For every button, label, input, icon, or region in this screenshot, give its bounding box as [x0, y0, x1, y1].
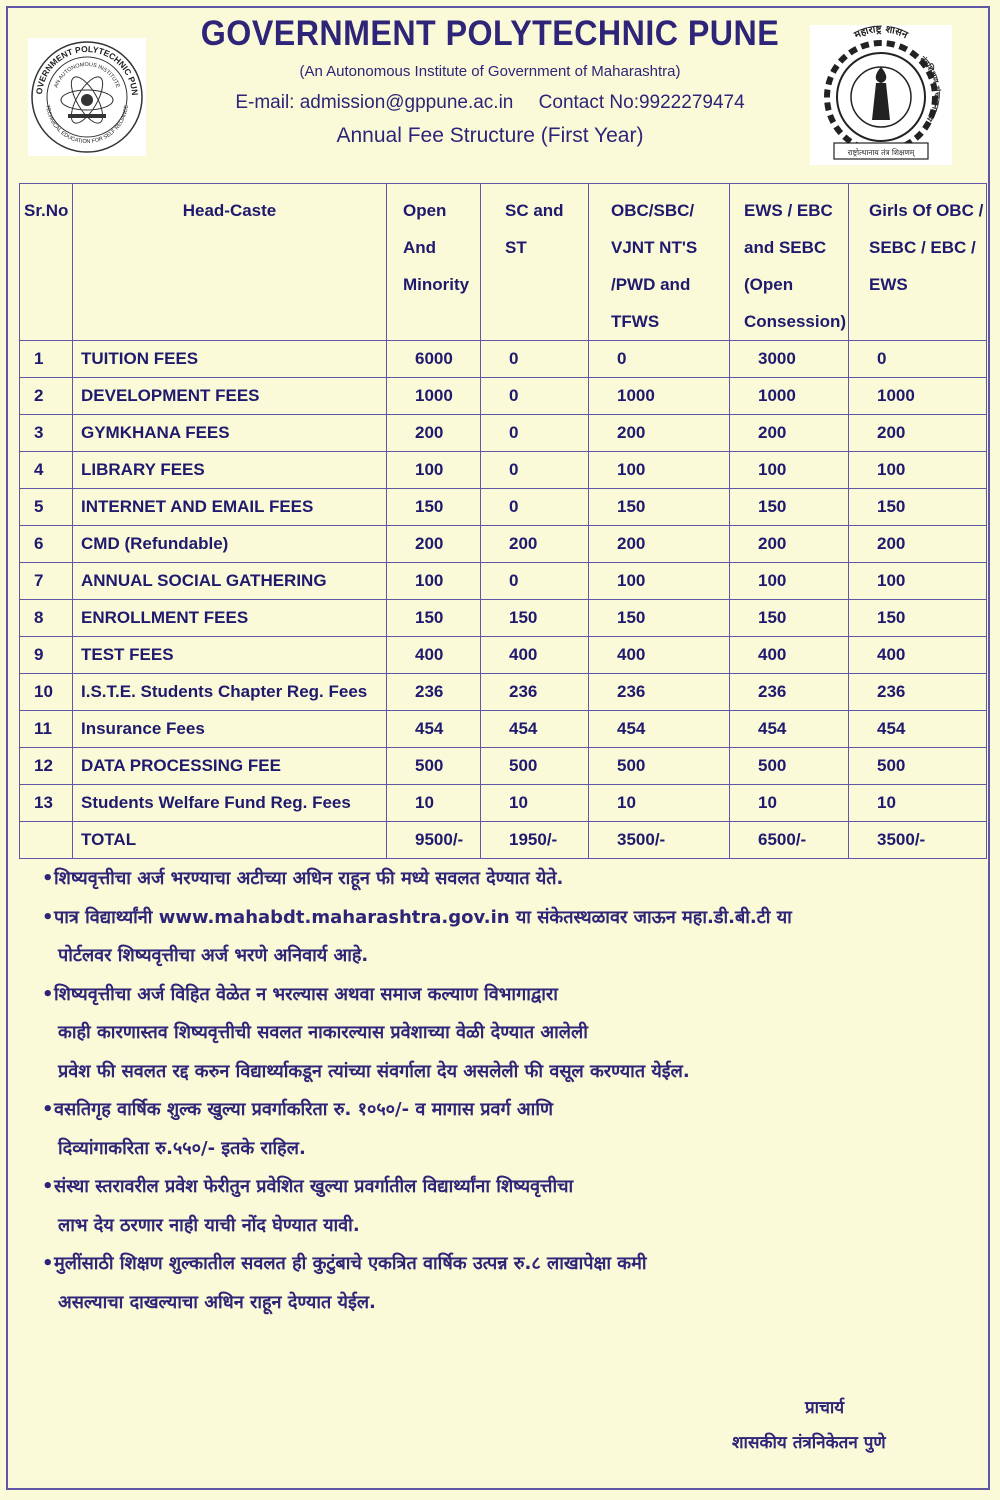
obc-cell: 10 [589, 785, 730, 822]
note-item [42, 1245, 972, 1322]
contact-number: Contact No:9922279474 [538, 92, 745, 113]
girls-cell: 100 [849, 452, 987, 489]
institute-subtitle: (An Autonomous Institute of Government of Maharashtra) [299, 63, 681, 80]
sc-st-cell: 0 [481, 452, 589, 489]
obc-cell: 150 [589, 489, 730, 526]
fee-head-cell: ENROLLMENT FEES [73, 600, 387, 637]
sr-cell: 1 [20, 341, 73, 378]
open-minority-cell: 454 [387, 711, 481, 748]
sr-cell: 11 [20, 711, 73, 748]
girls-cell: 200 [849, 526, 987, 563]
note-line: संस्था स्तरावरील प्रवेश फेरीतुन प्रवेशित खुल्या प्रवर्गातील विद्यार्थ्यांना शिष्यवृत्तीचा [54, 1176, 574, 1197]
note-line: शिष्यवृत्तीचा अर्ज विहित वेळेत न भरल्यास अथवा समाज कल्याण विभागाद्वारा [54, 983, 558, 1005]
sc-st-cell: 150 [481, 600, 589, 637]
open-minority-cell: 9500/- [387, 822, 481, 859]
girls-cell: 454 [849, 711, 987, 748]
fee-head-cell: CMD (Refundable) [73, 526, 387, 563]
obc-cell: 150 [589, 600, 730, 637]
institute-name-marathi: शासकीय तंत्रनिकेतन पुणे [732, 1433, 886, 1453]
open-minority-cell: 400 [387, 637, 481, 674]
open-minority-cell: 100 [387, 563, 481, 600]
fee-head-cell: ANNUAL SOCIAL GATHERING [73, 563, 387, 600]
obc-cell: 100 [589, 563, 730, 600]
ews-cell: 10 [730, 785, 849, 822]
sc-st-cell: 0 [481, 489, 589, 526]
header-girls: Girls Of OBC / SEBC / EBC / EWS [849, 184, 987, 341]
obc-cell: 454 [589, 711, 730, 748]
header-sc-st: SC and ST [481, 184, 589, 341]
bullet-icon: • [42, 1176, 54, 1197]
ews-cell: 200 [730, 415, 849, 452]
contact-line [150, 92, 830, 114]
open-minority-cell: 10 [387, 785, 481, 822]
obc-cell: 100 [589, 452, 730, 489]
fee-head-cell: LIBRARY FEES [73, 452, 387, 489]
table-row [20, 489, 987, 526]
sc-st-cell: 1950/- [481, 822, 589, 859]
header-ews-ebc: EWS / EBC and SEBC (Open Consession) [730, 184, 849, 341]
ews-cell: 454 [730, 711, 849, 748]
sc-st-cell: 0 [481, 378, 589, 415]
sc-st-cell: 0 [481, 563, 589, 600]
email-text: E-mail: admission@gppune.ac.in [235, 92, 514, 113]
bullet-icon: • [42, 868, 54, 889]
header-obc-sbc: OBC/SBC/ VJNT NT'S /PWD and TFWS [589, 184, 730, 341]
bullet-icon: • [42, 983, 54, 1005]
sr-cell: 7 [20, 563, 73, 600]
girls-cell: 200 [849, 415, 987, 452]
ews-cell: 1000 [730, 378, 849, 415]
header-sr-no: Sr.No [20, 184, 73, 341]
obc-cell: 200 [589, 526, 730, 563]
table-row [20, 341, 987, 378]
institute-logo [28, 38, 146, 156]
open-minority-cell: 6000 [387, 341, 481, 378]
open-minority-cell: 200 [387, 526, 481, 563]
note-item [42, 860, 972, 899]
girls-cell: 400 [849, 637, 987, 674]
table-row [20, 600, 987, 637]
table-header-row [20, 184, 987, 341]
bullet-icon: • [42, 1099, 54, 1120]
girls-cell: 236 [849, 674, 987, 711]
directorate-emblem [810, 25, 952, 165]
open-minority-cell: 500 [387, 748, 481, 785]
fee-head-cell: I.S.T.E. Students Chapter Reg. Fees [73, 674, 387, 711]
table-row [20, 711, 987, 748]
ews-cell: 6500/- [730, 822, 849, 859]
sc-st-cell: 236 [481, 674, 589, 711]
note-line: पोर्टलवर शिष्यवृत्तीचा अर्ज भरणे अनिवार्य आहे. [58, 945, 369, 966]
table-row [20, 637, 987, 674]
emblem-side-text: तंत्रशिक्षण संचालनालय [918, 54, 942, 123]
table-row [20, 563, 987, 600]
sc-st-cell: 0 [481, 415, 589, 452]
sc-st-cell: 0 [481, 341, 589, 378]
note-item [42, 976, 972, 1092]
obc-cell: 1000 [589, 378, 730, 415]
sr-cell: 6 [20, 526, 73, 563]
open-minority-cell: 150 [387, 489, 481, 526]
sr-cell: 10 [20, 674, 73, 711]
girls-cell: 100 [849, 563, 987, 600]
note-line: वसतिगृह वार्षिक शुल्क खुल्या प्रवर्गाकरिता रु. १०५०/- व मागास प्रवर्ग आणि [54, 1099, 554, 1120]
obc-cell: 500 [589, 748, 730, 785]
sr-cell: 12 [20, 748, 73, 785]
fee-structure-title: Annual Fee Structure (First Year) [336, 124, 644, 147]
logo-ring-text: OVERNMENT POLYTECHNIC PUN [34, 43, 141, 96]
total-row [20, 822, 987, 859]
table-row [20, 415, 987, 452]
principal-designation: प्राचार्य [805, 1398, 845, 1418]
note-line: पात्र विद्यार्थ्यांनी www.mahabdt.maharashtra.gov.in या संकेतस्थळावर जाऊन महा.डी.बी.टी या [54, 906, 792, 928]
sr-cell: 9 [20, 637, 73, 674]
note-line: शिष्यवृत्तीचा अर्ज भरण्याचा अटीच्या अधिन राहून फी मध्ये सवलत देण्यात येते. [54, 868, 564, 889]
fee-table [19, 183, 987, 859]
ews-cell: 200 [730, 526, 849, 563]
girls-cell: 3500/- [849, 822, 987, 859]
ews-cell: 100 [730, 452, 849, 489]
bullet-icon: • [42, 1253, 54, 1274]
sr-cell [20, 822, 73, 859]
fee-head-cell: INTERNET AND EMAIL FEES [73, 489, 387, 526]
logo-bottom-text: TECHNICAL EDUCATION FOR SELF RELIANCE [44, 104, 130, 146]
note-line: दिव्यांगाकरिता रु.५५०/- इतके राहिल. [58, 1137, 306, 1159]
table-row [20, 785, 987, 822]
ews-cell: 150 [730, 600, 849, 637]
fee-head-cell: Students Welfare Fund Reg. Fees [73, 785, 387, 822]
fee-head-cell: GYMKHANA FEES [73, 415, 387, 452]
sr-cell: 4 [20, 452, 73, 489]
sc-st-cell: 400 [481, 637, 589, 674]
open-minority-cell: 236 [387, 674, 481, 711]
girls-cell: 500 [849, 748, 987, 785]
ews-cell: 3000 [730, 341, 849, 378]
emblem-motto: राष्ट्रोत्थानाय तंत्र शिक्षणम् [847, 148, 915, 157]
fee-head-cell: TUITION FEES [73, 341, 387, 378]
ews-cell: 500 [730, 748, 849, 785]
girls-cell: 1000 [849, 378, 987, 415]
note-item [42, 1168, 972, 1245]
girls-cell: 10 [849, 785, 987, 822]
ews-cell: 100 [730, 563, 849, 600]
sr-cell: 13 [20, 785, 73, 822]
ews-cell: 400 [730, 637, 849, 674]
fee-head-cell: DATA PROCESSING FEE [73, 748, 387, 785]
obc-cell: 3500/- [589, 822, 730, 859]
ews-cell: 150 [730, 489, 849, 526]
girls-cell: 150 [849, 600, 987, 637]
fee-head-cell: TEST FEES [73, 637, 387, 674]
open-minority-cell: 200 [387, 415, 481, 452]
obc-cell: 200 [589, 415, 730, 452]
table-row [20, 526, 987, 563]
note-line: काही कारणास्तव शिष्यवृत्तीची सवलत नाकारल्यास प्रवेशाच्या वेळी देण्यात आलेली [58, 1022, 588, 1043]
header-open-minority: Open And Minority [387, 184, 481, 341]
note-line: लाभ देय ठरणार नाही याची नोंद घेण्यात यावी. [58, 1214, 360, 1236]
table-row [20, 674, 987, 711]
open-minority-cell: 150 [387, 600, 481, 637]
header-head-caste: Head-Caste [73, 184, 387, 341]
obc-cell: 400 [589, 637, 730, 674]
fee-head-cell: DEVELOPMENT FEES [73, 378, 387, 415]
svg-text:महाराष्ट्र शासन [852, 25, 910, 42]
girls-cell: 150 [849, 489, 987, 526]
note-line: प्रवेश फी सवलत रद्द करुन विद्यार्थ्याकडून त्यांच्या संवर्गाला देय असलेली फी वसूल करण्यात येईल. [58, 1060, 690, 1082]
obc-cell: 236 [589, 674, 730, 711]
obc-cell: 0 [589, 341, 730, 378]
note-line: मुलींसाठी शिक्षण शुल्कातील सवलत ही कुटुंबाचे एकत्रित वार्षिक उत्पन्न रु.८ लाखापेक्षा कमी [54, 1253, 647, 1274]
note-line: असल्याचा दाखल्याचा अधिन राहून देण्यात येईल. [58, 1291, 376, 1313]
page-title: GOVERNMENT POLYTECHNIC PUNE [200, 14, 780, 53]
ews-cell: 236 [730, 674, 849, 711]
fee-head-cell: Insurance Fees [73, 711, 387, 748]
sc-st-cell: 10 [481, 785, 589, 822]
table-row [20, 748, 987, 785]
note-item [42, 899, 972, 976]
open-minority-cell: 1000 [387, 378, 481, 415]
sr-cell: 2 [20, 378, 73, 415]
sr-cell: 3 [20, 415, 73, 452]
sc-st-cell: 454 [481, 711, 589, 748]
sc-st-cell: 200 [481, 526, 589, 563]
emblem-top-text: महाराष्ट्र शासन [852, 25, 910, 42]
fee-head-cell: TOTAL [73, 822, 387, 859]
bullet-icon: • [42, 906, 54, 928]
sr-cell: 8 [20, 600, 73, 637]
table-row [20, 378, 987, 415]
sc-st-cell: 500 [481, 748, 589, 785]
notes-section [42, 860, 972, 1322]
sr-cell: 5 [20, 489, 73, 526]
table-row [20, 452, 987, 489]
open-minority-cell: 100 [387, 452, 481, 489]
note-item [42, 1091, 972, 1168]
logo-inner-text: AN AUTONOMOUS INSTITUTE [53, 61, 121, 89]
girls-cell: 0 [849, 341, 987, 378]
